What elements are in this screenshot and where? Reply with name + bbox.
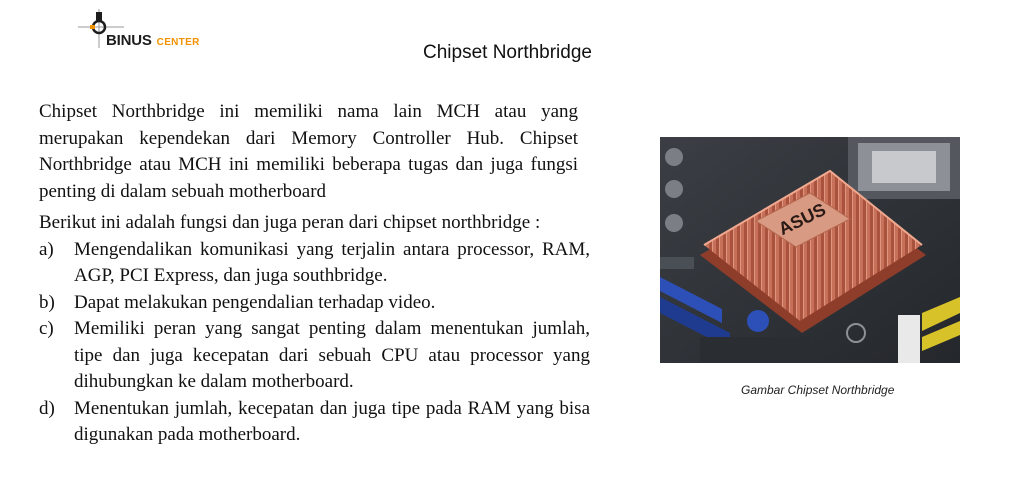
- intro-paragraph: Chipset Northbridge ini memiliki nama lain MCH atau yang merupakan kependekan dari Memory Controller Hub. Chipset Northbridge atau MCH ini memiliki beberapa tugas dan juga fungsi penting di dalam sebuah motherboard: [39, 101, 578, 202]
- list-item: [39, 237, 590, 290]
- list-item: [39, 290, 590, 317]
- list-item: [39, 396, 590, 449]
- figure-caption: Gambar Chipset Northbridge: [741, 383, 895, 397]
- logo-subtitle: CENTER: [156, 37, 200, 48]
- slide-title: Chipset Northbridge: [423, 42, 592, 63]
- list-item: [39, 316, 590, 396]
- body-text: [39, 99, 590, 449]
- northbridge-heatsink-illustration: [660, 137, 960, 363]
- list-text: Menentukan jumlah, kecepatan dan juga tipe pada RAM yang bisa digunakan pada motherboard.: [74, 397, 590, 445]
- list-text: Mengendalikan komunikasi yang terjalin antara processor, RAM, AGP, PCI Express, dan juga southbridge.: [74, 238, 590, 286]
- heatsink-label: ASUS: [775, 199, 829, 240]
- list-marker: d): [39, 397, 55, 419]
- list-text: Memiliki peran yang sangat penting dalam menentukan jumlah, tipe dan juga kecepatan dari sebuah CPU atau processor yang dihubungkan ke dalam motherboard.: [74, 318, 590, 392]
- binus-center-logo: [78, 6, 228, 54]
- chipset-photo: [660, 137, 960, 363]
- function-list: [39, 237, 590, 449]
- list-marker: b): [39, 291, 55, 313]
- list-marker: c): [39, 318, 54, 339]
- lead-paragraph: Berikut ini adalah fungsi dan juga peran dari chipset northbridge :: [39, 212, 541, 233]
- list-text: Dapat melakukan pengendalian terhadap video.: [74, 291, 436, 313]
- logo-wordmark: BINUS: [106, 32, 152, 49]
- list-marker: a): [39, 238, 54, 260]
